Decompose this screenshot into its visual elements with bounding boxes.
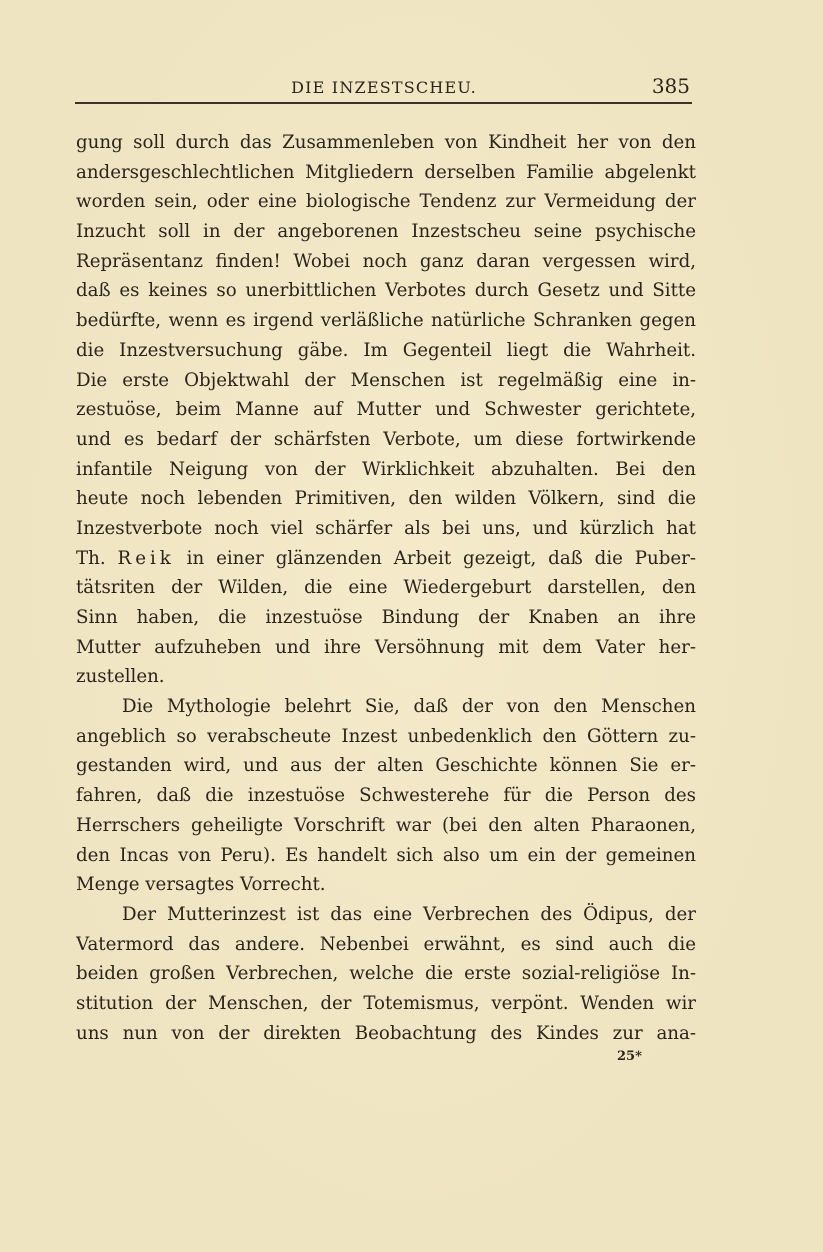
text-line-reik	[76, 544, 696, 574]
text-line: andersgeschlechtlichen Mitgliedern derselben Familie abgelenkt	[76, 161, 696, 183]
text-line: worden sein, oder eine biologische Tendenz zur Vermeidung der	[76, 191, 696, 213]
text-line: und es bedarf der schärfsten Verbote, um diese fortwirkende	[76, 428, 696, 450]
text-line: Repräsentanz finden! Wobei noch ganz daran vergessen wird,	[76, 250, 696, 272]
paragraph-start-line: Die Mythologie belehrt Sie, daß der von den Menschen	[122, 696, 696, 718]
text-line: heute noch lebenden Primitiven, den wilden Völkern, sind die	[76, 488, 696, 510]
text-line: infantile Neigung von der Wirklichkeit abzuhalten. Bei den	[76, 458, 696, 480]
text-line: zustellen.	[76, 666, 165, 688]
text-line: Inzucht soll in der angeborenen Inzestscheu seine psychische	[76, 221, 696, 243]
text-line: gung soll durch das Zusammenleben von Kindheit her von den	[76, 132, 696, 153]
author-name-reik: Reik	[117, 547, 175, 569]
body-text	[76, 128, 696, 1048]
text-line: beiden großen Verbrechen, welche die erste sozial-religiöse In-	[76, 963, 696, 985]
signature-mark: 25*	[617, 1049, 642, 1064]
text-line: Sinn haben, die inzestuöse Bindung der Knaben an ihre	[76, 607, 696, 628]
text-line: fahren, daß die inzestuöse Schwesterehe für die Person des	[76, 785, 696, 807]
running-head-title: DIE INZESTSCHEU.	[291, 78, 477, 97]
text-line: Vatermord das andere. Nebenbei erwähnt, es sind auch die	[76, 933, 696, 955]
text-line: Inzestverbote noch viel schärfer als bei uns, und kürzlich hat	[76, 517, 696, 539]
text-line: daß es keines so unerbittlichen Verbotes durch Gesetz und Sitte	[76, 280, 696, 302]
page-number: 385	[651, 74, 690, 98]
text-line: Herrschers geheiligte Vorschrift war (bei den alten Pharaonen,	[76, 814, 696, 836]
header-rule	[75, 102, 692, 104]
text-line: Mutter aufzuheben und ihre Versöhnung mit dem Vater her-	[76, 636, 696, 658]
line-prefix: Th.	[76, 547, 118, 569]
text-line: Menge versagtes Vorrecht.	[76, 874, 326, 896]
running-head	[76, 74, 692, 102]
text-line: Die erste Objektwahl der Menschen ist regelmäßig eine in-	[76, 369, 696, 391]
text-line: gestanden wird, und aus der alten Geschichte können Sie er-	[76, 755, 696, 777]
text-line: zestuöse, beim Manne auf Mutter und Schwester gerichtete,	[76, 399, 696, 421]
text-line: den Incas von Peru). Es handelt sich also um ein der gemeinen	[76, 844, 696, 866]
text-line: uns nun von der direkten Beobachtung des Kindes zur ana-	[76, 1022, 696, 1044]
text-line: angeblich so verabscheute Inzest unbedenklich den Göttern zu-	[76, 725, 696, 747]
paragraph-start-line: Der Mutterinzest ist das eine Verbrechen des Ödipus, der	[122, 903, 696, 925]
text-line: bedürfte, wenn es irgend verläßliche natürliche Schranken gegen	[76, 310, 696, 332]
text-line: die Inzestversuchung gäbe. Im Gegenteil liegt die Wahrheit.	[76, 339, 696, 361]
line-suffix: in einer glänzenden Arbeit gezeigt, daß die Puber-	[174, 547, 696, 569]
text-line: stitution der Menschen, der Totemismus, verpönt. Wenden wir	[76, 992, 696, 1014]
text-line: tätsriten der Wilden, die eine Wiedergeburt darstellen, den	[76, 577, 696, 599]
